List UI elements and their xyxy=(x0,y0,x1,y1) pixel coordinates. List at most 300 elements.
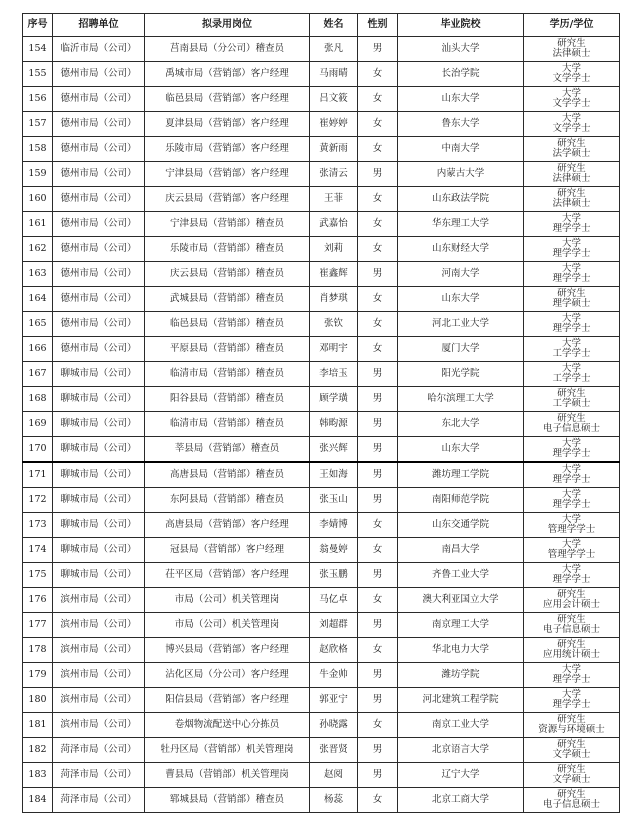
education-level: 研究生 xyxy=(557,714,586,725)
name-cell: 杨蕊 xyxy=(310,788,358,813)
name-cell: 韩畇源 xyxy=(310,412,358,437)
name-cell: 牛金帅 xyxy=(310,663,358,688)
education-level: 大学 xyxy=(561,88,581,99)
position-cell: 夏津县局（营销部）客户经理 xyxy=(145,112,310,137)
seq-cell: 162 xyxy=(23,237,53,262)
school-cell: 辽宁大学 xyxy=(398,763,524,788)
degree: 文学硕士 xyxy=(552,749,591,760)
seq-cell: 158 xyxy=(23,137,53,162)
seq-cell: 179 xyxy=(23,663,53,688)
school-cell: 中南大学 xyxy=(398,137,524,162)
school-cell: 潍坊理工学院 xyxy=(398,462,524,488)
employer-cell: 聊城市局（公司） xyxy=(53,513,145,538)
education-cell xyxy=(524,588,620,613)
degree: 管理学学士 xyxy=(547,549,596,560)
education-cell xyxy=(524,538,620,563)
education-cell xyxy=(524,62,620,87)
degree: 电子信息硕士 xyxy=(542,799,600,810)
position-cell: 武城县局（营销部）稽查员 xyxy=(145,287,310,312)
education-level: 研究生 xyxy=(557,38,586,49)
gender-cell: 女 xyxy=(358,538,398,563)
table-row xyxy=(23,738,620,763)
education-level: 大学 xyxy=(561,313,581,324)
position-cell: 平原县局（营销部）稽查员 xyxy=(145,337,310,362)
degree: 理学学士 xyxy=(552,448,591,459)
gender-cell: 男 xyxy=(358,563,398,588)
position-cell: 阳谷县局（营销部）稽查员 xyxy=(145,387,310,412)
name-cell: 吕文筱 xyxy=(310,87,358,112)
education-level: 研究生 xyxy=(557,764,586,775)
education-cell xyxy=(524,763,620,788)
position-cell: 高唐县局（营销部）稽查员 xyxy=(145,462,310,488)
education-level: 大学 xyxy=(561,489,581,500)
education-cell xyxy=(524,688,620,713)
employer-cell: 德州市局（公司） xyxy=(53,62,145,87)
seq-cell: 160 xyxy=(23,187,53,212)
name-cell: 赵欣格 xyxy=(310,638,358,663)
header-cell: 招聘单位 xyxy=(53,14,145,37)
position-cell: 临清市局（营销部）稽查员 xyxy=(145,412,310,437)
degree: 理学学士 xyxy=(552,574,591,585)
education-cell xyxy=(524,713,620,738)
table-row xyxy=(23,137,620,162)
name-cell: 王菲 xyxy=(310,187,358,212)
school-cell: 厦门大学 xyxy=(398,337,524,362)
table-row xyxy=(23,112,620,137)
education-cell xyxy=(524,87,620,112)
education-level: 大学 xyxy=(561,514,581,525)
header-cell: 性别 xyxy=(358,14,398,37)
education-level: 大学 xyxy=(561,564,581,575)
degree: 理学学士 xyxy=(552,474,591,485)
employer-cell: 德州市局（公司） xyxy=(53,187,145,212)
employer-cell: 聊城市局（公司） xyxy=(53,488,145,513)
education-level: 研究生 xyxy=(557,288,586,299)
seq-cell: 165 xyxy=(23,312,53,337)
employer-cell: 德州市局（公司） xyxy=(53,287,145,312)
gender-cell: 男 xyxy=(358,437,398,463)
name-cell: 武嘉怡 xyxy=(310,212,358,237)
education-cell xyxy=(524,212,620,237)
name-cell: 马亿卓 xyxy=(310,588,358,613)
school-cell: 南京理工大学 xyxy=(398,613,524,638)
position-cell: 莒南县局（分公司）稽查员 xyxy=(145,37,310,62)
gender-cell: 女 xyxy=(358,287,398,312)
position-cell: 市局（公司）机关管理岗 xyxy=(145,613,310,638)
header-cell: 姓名 xyxy=(310,14,358,37)
degree: 应用会计硕士 xyxy=(542,599,600,610)
education-cell xyxy=(524,287,620,312)
name-cell: 邓明宇 xyxy=(310,337,358,362)
seq-cell: 183 xyxy=(23,763,53,788)
seq-cell: 172 xyxy=(23,488,53,513)
position-cell: 茌平区局（营销部）客户经理 xyxy=(145,563,310,588)
education-cell xyxy=(524,488,620,513)
table-row xyxy=(23,362,620,387)
seq-cell: 159 xyxy=(23,162,53,187)
name-cell: 张钦 xyxy=(310,312,358,337)
gender-cell: 女 xyxy=(358,513,398,538)
seq-cell: 163 xyxy=(23,262,53,287)
education-level: 研究生 xyxy=(557,138,586,149)
table-row xyxy=(23,412,620,437)
name-cell: 崔婷婷 xyxy=(310,112,358,137)
education-level: 大学 xyxy=(561,113,581,124)
education-cell xyxy=(524,613,620,638)
name-cell: 李婧博 xyxy=(310,513,358,538)
name-cell: 肖梦琪 xyxy=(310,287,358,312)
employer-cell: 德州市局（公司） xyxy=(53,112,145,137)
degree: 理学学士 xyxy=(552,273,591,284)
degree: 理学学士 xyxy=(552,699,591,710)
table-row xyxy=(23,713,620,738)
table-row xyxy=(23,588,620,613)
education-cell xyxy=(524,412,620,437)
table-row xyxy=(23,538,620,563)
position-cell: 曹县局（营销部）机关管理岗 xyxy=(145,763,310,788)
gender-cell: 女 xyxy=(358,638,398,663)
name-cell: 崔鑫辉 xyxy=(310,262,358,287)
seq-cell: 178 xyxy=(23,638,53,663)
employer-cell: 德州市局（公司） xyxy=(53,237,145,262)
employer-cell: 临沂市局（公司） xyxy=(53,37,145,62)
school-cell: 北京工商大学 xyxy=(398,788,524,813)
position-cell: 莘县局（营销部）稽查员 xyxy=(145,437,310,463)
employer-cell: 滨州市局（公司） xyxy=(53,713,145,738)
employer-cell: 德州市局（公司） xyxy=(53,312,145,337)
education-level: 大学 xyxy=(561,63,581,74)
education-level: 研究生 xyxy=(557,589,586,600)
gender-cell: 男 xyxy=(358,262,398,287)
degree: 理学学士 xyxy=(552,248,591,259)
employer-cell: 聊城市局（公司） xyxy=(53,362,145,387)
education-cell xyxy=(524,262,620,287)
name-cell: 顾学璜 xyxy=(310,387,358,412)
employer-cell: 聊城市局（公司） xyxy=(53,387,145,412)
gender-cell: 男 xyxy=(358,162,398,187)
degree: 理学学士 xyxy=(552,323,591,334)
seq-cell: 168 xyxy=(23,387,53,412)
degree: 法律硕士 xyxy=(552,173,591,184)
name-cell: 郭亚宁 xyxy=(310,688,358,713)
employer-cell: 滨州市局（公司） xyxy=(53,588,145,613)
header-cell: 学历/学位 xyxy=(524,14,620,37)
employer-cell: 聊城市局（公司） xyxy=(53,563,145,588)
school-cell: 东北大学 xyxy=(398,412,524,437)
header-row xyxy=(23,14,620,37)
name-cell: 张玉山 xyxy=(310,488,358,513)
education-cell xyxy=(524,788,620,813)
degree: 工学学士 xyxy=(552,348,591,359)
gender-cell: 男 xyxy=(358,362,398,387)
position-cell: 临邑县局（营销部）稽查员 xyxy=(145,312,310,337)
school-cell: 山东交通学院 xyxy=(398,513,524,538)
position-cell: 乐陵市局（营销部）客户经理 xyxy=(145,137,310,162)
education-level: 大学 xyxy=(561,363,581,374)
gender-cell: 男 xyxy=(358,613,398,638)
employer-cell: 德州市局（公司） xyxy=(53,137,145,162)
education-cell xyxy=(524,337,620,362)
education-level: 大学 xyxy=(561,539,581,550)
table-row xyxy=(23,37,620,62)
school-cell: 山东大学 xyxy=(398,287,524,312)
position-cell: 市局（公司）机关管理岗 xyxy=(145,588,310,613)
degree: 电子信息硕士 xyxy=(542,423,600,434)
education-cell xyxy=(524,137,620,162)
gender-cell: 女 xyxy=(358,212,398,237)
gender-cell: 女 xyxy=(358,237,398,262)
table-row xyxy=(23,62,620,87)
education-level: 大学 xyxy=(561,689,581,700)
seq-cell: 155 xyxy=(23,62,53,87)
seq-cell: 173 xyxy=(23,513,53,538)
employer-cell: 菏泽市局（公司） xyxy=(53,788,145,813)
position-cell: 牡丹区局（营销部）机关管理岗 xyxy=(145,738,310,763)
name-cell: 黄新雨 xyxy=(310,137,358,162)
name-cell: 刘超群 xyxy=(310,613,358,638)
seq-cell: 169 xyxy=(23,412,53,437)
seq-cell: 174 xyxy=(23,538,53,563)
degree: 理学学士 xyxy=(552,674,591,685)
school-cell: 南京工业大学 xyxy=(398,713,524,738)
degree: 法学硕士 xyxy=(552,148,591,159)
education-cell xyxy=(524,563,620,588)
education-level: 研究生 xyxy=(557,639,586,650)
table-row xyxy=(23,613,620,638)
school-cell: 内蒙古大学 xyxy=(398,162,524,187)
employer-cell: 德州市局（公司） xyxy=(53,337,145,362)
seq-cell: 170 xyxy=(23,437,53,463)
header-cell: 拟录用岗位 xyxy=(145,14,310,37)
gender-cell: 男 xyxy=(358,387,398,412)
degree: 理学学士 xyxy=(552,223,591,234)
employer-cell: 聊城市局（公司） xyxy=(53,538,145,563)
position-cell: 郓城县局（营销部）稽查员 xyxy=(145,788,310,813)
position-cell: 临清市局（营销部）稽查员 xyxy=(145,362,310,387)
school-cell: 山东大学 xyxy=(398,87,524,112)
school-cell: 长治学院 xyxy=(398,62,524,87)
employer-cell: 滨州市局（公司） xyxy=(53,613,145,638)
degree: 工学硕士 xyxy=(552,398,591,409)
school-cell: 哈尔滨理工大学 xyxy=(398,387,524,412)
education-level: 研究生 xyxy=(557,188,586,199)
gender-cell: 男 xyxy=(358,663,398,688)
education-level: 大学 xyxy=(561,438,581,449)
seq-cell: 176 xyxy=(23,588,53,613)
gender-cell: 女 xyxy=(358,788,398,813)
degree: 文学学士 xyxy=(552,123,591,134)
education-level: 大学 xyxy=(561,464,581,475)
gender-cell: 男 xyxy=(358,763,398,788)
school-cell: 阳光学院 xyxy=(398,362,524,387)
name-cell: 刘莉 xyxy=(310,237,358,262)
seq-cell: 167 xyxy=(23,362,53,387)
education-level: 大学 xyxy=(561,213,581,224)
seq-cell: 180 xyxy=(23,688,53,713)
employer-cell: 菏泽市局（公司） xyxy=(53,738,145,763)
education-cell xyxy=(524,112,620,137)
seq-cell: 175 xyxy=(23,563,53,588)
table-row xyxy=(23,663,620,688)
education-level: 研究生 xyxy=(557,163,586,174)
school-cell: 河北建筑工程学院 xyxy=(398,688,524,713)
education-level: 研究生 xyxy=(557,614,586,625)
education-cell xyxy=(524,237,620,262)
gender-cell: 女 xyxy=(358,187,398,212)
name-cell: 张清云 xyxy=(310,162,358,187)
seq-cell: 177 xyxy=(23,613,53,638)
position-cell: 卷烟物流配送中心分拣员 xyxy=(145,713,310,738)
school-cell: 山东政法学院 xyxy=(398,187,524,212)
education-cell xyxy=(524,638,620,663)
header-cell: 毕业院校 xyxy=(398,14,524,37)
table-row xyxy=(23,212,620,237)
table-row xyxy=(23,237,620,262)
education-cell xyxy=(524,663,620,688)
seq-cell: 184 xyxy=(23,788,53,813)
table-row xyxy=(23,462,620,488)
table-row xyxy=(23,337,620,362)
education-cell xyxy=(524,462,620,488)
employer-cell: 滨州市局（公司） xyxy=(53,663,145,688)
name-cell: 张兴辉 xyxy=(310,437,358,463)
school-cell: 南昌大学 xyxy=(398,538,524,563)
seq-cell: 181 xyxy=(23,713,53,738)
education-level: 大学 xyxy=(561,664,581,675)
seq-cell: 154 xyxy=(23,37,53,62)
table-row xyxy=(23,563,620,588)
gender-cell: 女 xyxy=(358,588,398,613)
employer-cell: 德州市局（公司） xyxy=(53,87,145,112)
degree: 文学学士 xyxy=(552,73,591,84)
position-cell: 冠县局（营销部）客户经理 xyxy=(145,538,310,563)
name-cell: 张凡 xyxy=(310,37,358,62)
school-cell: 齐鲁工业大学 xyxy=(398,563,524,588)
table-row xyxy=(23,387,620,412)
gender-cell: 男 xyxy=(358,738,398,763)
education-level: 研究生 xyxy=(557,413,586,424)
degree: 管理学学士 xyxy=(547,524,596,535)
table-row xyxy=(23,312,620,337)
position-cell: 庆云县局（营销部）稽查员 xyxy=(145,262,310,287)
gender-cell: 女 xyxy=(358,112,398,137)
gender-cell: 女 xyxy=(358,713,398,738)
table-row xyxy=(23,488,620,513)
degree: 理学硕士 xyxy=(552,298,591,309)
school-cell: 汕头大学 xyxy=(398,37,524,62)
school-cell: 北京语言大学 xyxy=(398,738,524,763)
education-level: 研究生 xyxy=(557,739,586,750)
employer-cell: 德州市局（公司） xyxy=(53,162,145,187)
position-cell: 宁津县局（营销部）稽查员 xyxy=(145,212,310,237)
position-cell: 禹城市局（营销部）客户经理 xyxy=(145,62,310,87)
education-cell xyxy=(524,513,620,538)
table-row xyxy=(23,513,620,538)
education-cell xyxy=(524,37,620,62)
position-cell: 乐陵市局（营销部）稽查员 xyxy=(145,237,310,262)
position-cell: 高唐县局（营销部）客户经理 xyxy=(145,513,310,538)
education-level: 研究生 xyxy=(557,388,586,399)
degree: 电子信息硕士 xyxy=(542,624,600,635)
table-body xyxy=(23,37,620,813)
gender-cell: 女 xyxy=(358,137,398,162)
seq-cell: 164 xyxy=(23,287,53,312)
table-row xyxy=(23,162,620,187)
seq-cell: 156 xyxy=(23,87,53,112)
employer-cell: 菏泽市局（公司） xyxy=(53,763,145,788)
table-row xyxy=(23,87,620,112)
gender-cell: 男 xyxy=(358,37,398,62)
gender-cell: 男 xyxy=(358,488,398,513)
degree: 资源与环境硕士 xyxy=(538,724,605,735)
employer-cell: 德州市局（公司） xyxy=(53,212,145,237)
degree: 文学硕士 xyxy=(552,774,591,785)
hiring-list-table xyxy=(22,13,620,813)
degree: 法律硕士 xyxy=(552,48,591,59)
name-cell: 王如海 xyxy=(310,462,358,488)
education-cell xyxy=(524,187,620,212)
degree: 法律硕士 xyxy=(552,198,591,209)
gender-cell: 女 xyxy=(358,312,398,337)
table-row xyxy=(23,262,620,287)
school-cell: 山东大学 xyxy=(398,437,524,463)
employer-cell: 滨州市局（公司） xyxy=(53,688,145,713)
name-cell: 张玉鹏 xyxy=(310,563,358,588)
degree: 文学学士 xyxy=(552,98,591,109)
table-row xyxy=(23,788,620,813)
table-row xyxy=(23,437,620,463)
school-cell: 南阳师范学院 xyxy=(398,488,524,513)
position-cell: 沾化区局（分公司）客户经理 xyxy=(145,663,310,688)
school-cell: 潍坊学院 xyxy=(398,663,524,688)
position-cell: 临邑县局（营销部）客户经理 xyxy=(145,87,310,112)
table-row xyxy=(23,763,620,788)
degree: 工学学士 xyxy=(552,373,591,384)
name-cell: 赵阅 xyxy=(310,763,358,788)
education-cell xyxy=(524,738,620,763)
table-row xyxy=(23,638,620,663)
education-cell xyxy=(524,162,620,187)
education-level: 大学 xyxy=(561,238,581,249)
school-cell: 澳大利亚国立大学 xyxy=(398,588,524,613)
table-row xyxy=(23,688,620,713)
position-cell: 博兴县局（营销部）客户经理 xyxy=(145,638,310,663)
degree: 应用统计硕士 xyxy=(542,649,600,660)
education-level: 大学 xyxy=(561,338,581,349)
gender-cell: 男 xyxy=(358,462,398,488)
gender-cell: 男 xyxy=(358,688,398,713)
employer-cell: 聊城市局（公司） xyxy=(53,437,145,463)
name-cell: 孙晓露 xyxy=(310,713,358,738)
employer-cell: 聊城市局（公司） xyxy=(53,412,145,437)
seq-cell: 171 xyxy=(23,462,53,488)
seq-cell: 157 xyxy=(23,112,53,137)
name-cell: 李培玉 xyxy=(310,362,358,387)
name-cell: 张晋贤 xyxy=(310,738,358,763)
name-cell: 马雨晴 xyxy=(310,62,358,87)
position-cell: 宁津县局（营销部）客户经理 xyxy=(145,162,310,187)
gender-cell: 女 xyxy=(358,87,398,112)
gender-cell: 女 xyxy=(358,62,398,87)
position-cell: 庆云县局（营销部）客户经理 xyxy=(145,187,310,212)
table-row xyxy=(23,187,620,212)
school-cell: 河南大学 xyxy=(398,262,524,287)
table-row xyxy=(23,287,620,312)
school-cell: 华东理工大学 xyxy=(398,212,524,237)
position-cell: 阳信县局（营销部）客户经理 xyxy=(145,688,310,713)
education-level: 大学 xyxy=(561,263,581,274)
seq-cell: 166 xyxy=(23,337,53,362)
